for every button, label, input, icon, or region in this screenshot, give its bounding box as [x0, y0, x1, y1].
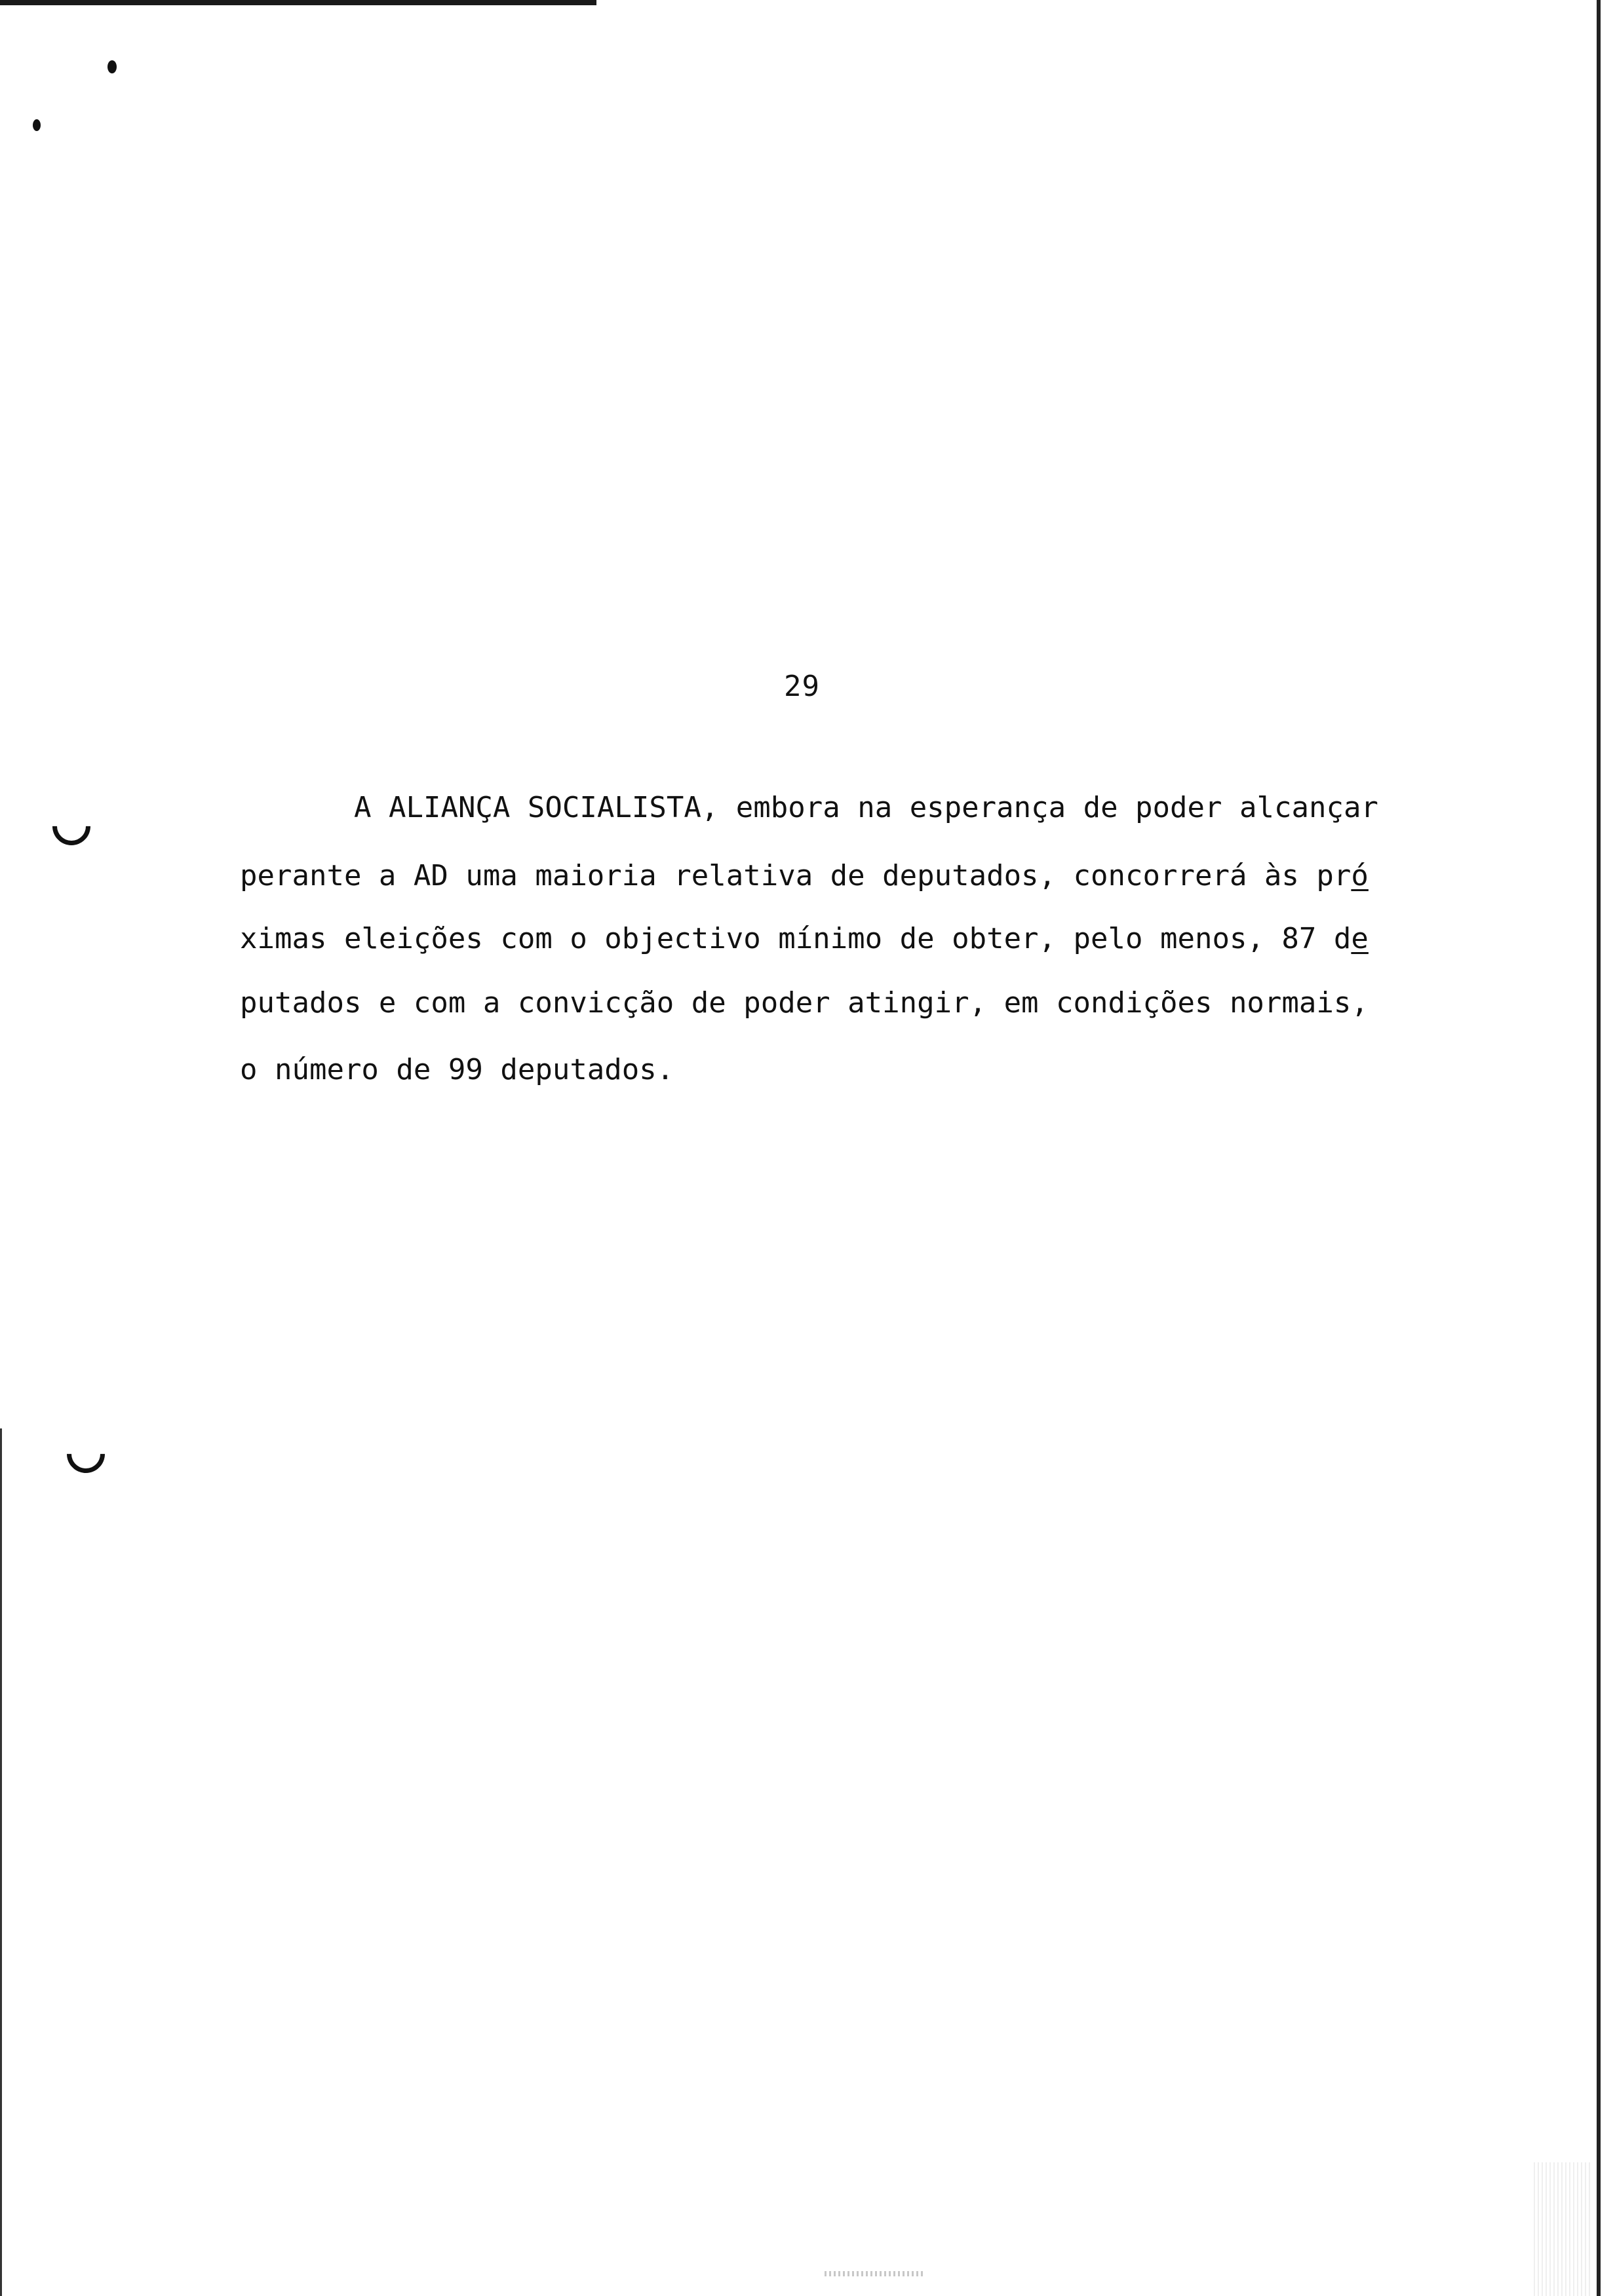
- hyphen-syllable: e: [1351, 922, 1369, 955]
- paragraph-line: putados e com a convicção de poder atingir, em condições normais,: [240, 986, 1369, 1020]
- scan-edge-right: [1597, 0, 1601, 2296]
- paragraph-line: [240, 921, 1369, 957]
- scan-noise: [1534, 2162, 1593, 2296]
- page-number: 29: [784, 670, 820, 703]
- scan-speck: [107, 60, 117, 73]
- scan-edge-top: [0, 0, 596, 5]
- line-text: ximas eleições com o objectivo mínimo de obter, pelo menos, 87 d: [240, 922, 1352, 955]
- paragraph-line: A ALIANÇA SOCIALISTA, embora na esperança de poder alcançar: [354, 791, 1378, 824]
- line-text: perante a AD uma maioria relativa de deputados, concorrerá às pr: [240, 859, 1352, 892]
- hyphen-syllable: ó: [1351, 859, 1369, 892]
- scan-speck: [33, 119, 41, 131]
- scan-edge-left: [0, 1428, 2, 2296]
- scan-smudge: [825, 2271, 923, 2276]
- paragraph-line: o número de 99 deputados.: [240, 1053, 674, 1086]
- punch-hole-mark: [59, 1427, 113, 1481]
- paragraph-line: [240, 858, 1369, 894]
- punch-hole-mark: [45, 799, 98, 853]
